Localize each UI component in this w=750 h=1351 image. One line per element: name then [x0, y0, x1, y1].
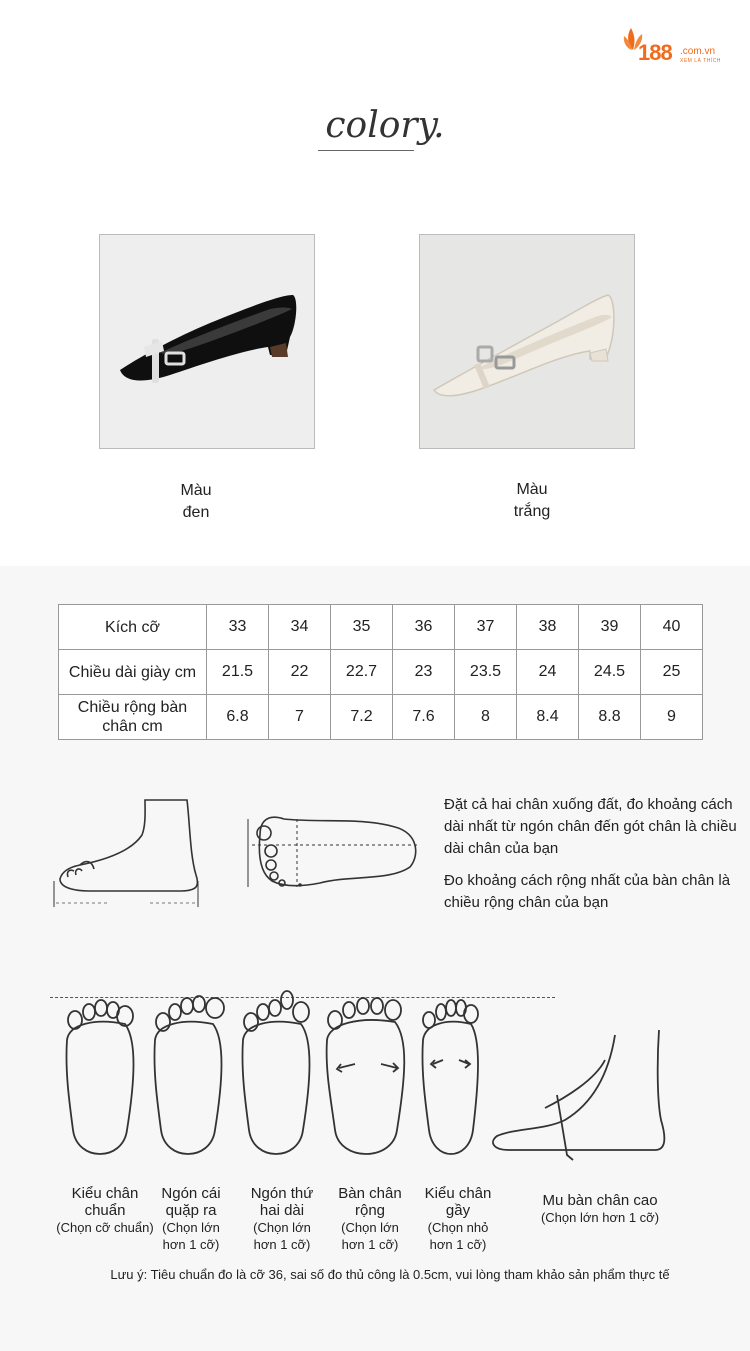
- length-cell: 25: [641, 650, 703, 695]
- length-cell: 22.7: [331, 650, 393, 695]
- foot-type-hint: (Chọn lớn hơn 1 cỡ): [162, 1220, 220, 1252]
- width-cell: 8.8: [579, 695, 641, 740]
- length-instruction: Đặt cả hai chân xuống đất, đo khoảng cách dài nhất từ ngón chân đến gót chân là chiều dài chân của bạn: [444, 796, 737, 857]
- length-cell: 21.5: [207, 650, 269, 695]
- color-label-line2: đen: [182, 504, 210, 521]
- color-label-line2: trắng: [513, 503, 551, 520]
- table-row: [59, 695, 703, 740]
- foot-type-narrow: [418, 1185, 498, 1253]
- foot-types-illustration: [55, 990, 695, 1175]
- length-cell: 24.5: [579, 650, 641, 695]
- size-cell: 35: [331, 605, 393, 650]
- width-cell: 6.8: [207, 695, 269, 740]
- length-cell: 22: [269, 650, 331, 695]
- page-title: colory.: [325, 105, 445, 146]
- size-cell: 34: [269, 605, 331, 650]
- table-row: [59, 650, 703, 695]
- foot-type-name: Mu bàn chân cao: [542, 1192, 658, 1209]
- length-cell: 23.5: [455, 650, 517, 695]
- bunion-foot-icon: [154, 996, 224, 1154]
- size-cell: 40: [641, 605, 703, 650]
- foot-type-high-instep: [520, 1192, 680, 1226]
- table-row: [59, 605, 703, 650]
- foot-type-name: Ngón thứ hai dài: [250, 1185, 314, 1219]
- long-second-toe-foot-icon: [242, 991, 309, 1154]
- row-label: Chiều rộng bàn chân cm: [59, 695, 207, 740]
- high-instep-foot-icon: [493, 1030, 664, 1160]
- foot-measure-illustration: [50, 795, 430, 910]
- brand-domain: .com.vn: [680, 46, 716, 57]
- brand-number: 188: [638, 40, 672, 65]
- length-cell: 24: [517, 650, 579, 695]
- color-label-white: [487, 479, 577, 523]
- width-cell: 7.2: [331, 695, 393, 740]
- size-cell: 39: [579, 605, 641, 650]
- width-cell: 8: [455, 695, 517, 740]
- side-foot-icon: [60, 800, 197, 891]
- width-cell: 7.6: [393, 695, 455, 740]
- black-shoe-image: [100, 235, 314, 448]
- white-shoe-image: [420, 235, 634, 448]
- foot-type-name: Kiểu chân gầy: [424, 1185, 492, 1219]
- size-note: Lưu ý: Tiêu chuẩn đo là cỡ 36, sai số đo thủ công là 0.5cm, vui lòng tham khảo sản phẩm thực tế: [110, 1267, 670, 1282]
- color-label-black: [151, 480, 241, 524]
- foot-type-hint: (Chọn lớn hơn 1 cỡ): [540, 1210, 660, 1225]
- size-cell: 38: [517, 605, 579, 650]
- color-label-line1: Màu: [180, 482, 212, 499]
- foot-type-hint: (Chọn cỡ chuẩn): [56, 1220, 154, 1235]
- measure-instructions: [444, 794, 744, 924]
- foot-type-long-toe: [242, 1185, 322, 1253]
- width-cell: 8.4: [517, 695, 579, 740]
- foot-type-hint: (Chọn lớn hơn 1 cỡ): [341, 1220, 399, 1252]
- product-photo-white[interactable]: [419, 234, 635, 449]
- color-label-line1: Màu: [516, 481, 548, 498]
- brand-logo[interactable]: [622, 26, 734, 68]
- foot-type-bunion: [154, 1185, 228, 1253]
- wide-foot-icon: [327, 998, 405, 1154]
- foot-type-wide: [332, 1185, 408, 1253]
- product-photo-black[interactable]: [99, 234, 315, 449]
- width-instruction: Đo khoảng cách rộng nhất của bàn chân là chiều rộng chân của bạn: [444, 872, 731, 911]
- foot-type-name: Kiểu chân chuẩn: [71, 1185, 139, 1219]
- narrow-foot-icon: [422, 1000, 478, 1154]
- size-cell: 33: [207, 605, 269, 650]
- size-cell: 36: [393, 605, 455, 650]
- foot-type-hint: (Chọn nhỏ hơn 1 cỡ): [427, 1220, 489, 1252]
- row-label: Chiều dài giày cm: [59, 650, 207, 695]
- brand-tagline: XEM LÀ THÍCH: [680, 58, 721, 64]
- width-cell: 7: [269, 695, 331, 740]
- foot-type-name: Ngón cái quặp ra: [161, 1185, 221, 1219]
- size-table: [58, 604, 703, 740]
- row-label: Kích cỡ: [59, 605, 207, 650]
- foot-type-name: Bàn chân rộng: [338, 1185, 402, 1219]
- length-cell: 23: [393, 650, 455, 695]
- foot-type-hint: (Chọn lớn hơn 1 cỡ): [253, 1220, 311, 1252]
- size-cell: 37: [455, 605, 517, 650]
- foot-type-standard: [50, 1185, 160, 1236]
- standard-foot-icon: [66, 1000, 133, 1154]
- width-cell: 9: [641, 695, 703, 740]
- title-underline: [318, 150, 414, 151]
- sole-foot-icon: [257, 817, 416, 886]
